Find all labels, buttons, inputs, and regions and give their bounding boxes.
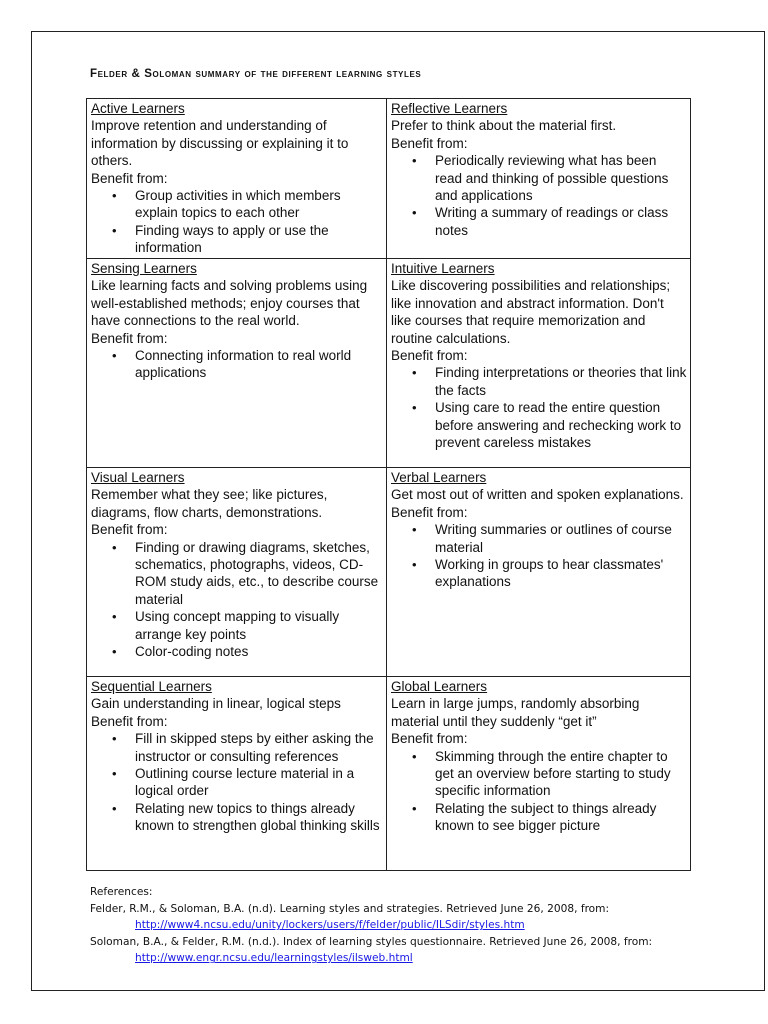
reference-link[interactable]: http://www4.ncsu.edu/unity/lockers/users/f/felder/public/ILSdir/styles.htm <box>135 919 525 932</box>
cell-description: Improve retention and understanding of information by discussing or explaining it to others. <box>91 118 349 169</box>
cell-heading: Intuitive Learners <box>391 261 495 276</box>
cell-heading: Sensing Learners <box>91 261 197 276</box>
cell-heading: Reflective Learners <box>391 101 508 116</box>
benefit-list <box>391 364 687 451</box>
cell-heading: Active Learners <box>91 101 185 116</box>
cell-description: Gain understanding in linear, logical steps <box>91 696 341 712</box>
reference-citation: Felder, R.M., & Soloman, B.A. (n.d). Learning styles and strategies. Retrieved June 26, 2008, from: <box>90 902 610 915</box>
reference-2 <box>90 934 730 967</box>
benefit-list <box>391 152 687 239</box>
cell-description: Remember what they see; like pictures, diagrams, flow charts, demonstrations. <box>91 487 328 520</box>
cell-description: Like learning facts and solving problems using well-established methods; enjoy courses that have connections to the real world. <box>91 278 368 329</box>
cell-reflective-learners <box>387 99 691 259</box>
cell-description: Get most out of written and spoken explanations. <box>391 487 684 503</box>
benefit-label: Benefit from: <box>391 348 468 364</box>
reference-citation: Soloman, B.A., & Felder, R.M. (n.d.). Index of learning styles questionnaire. Retrieved June 26, 2008, from: <box>90 935 653 948</box>
cell-description: Prefer to think about the material first. <box>391 118 617 134</box>
list-item: • Connecting information to real world applications <box>135 347 383 382</box>
list-item: • Skimming through the entire chapter to get an overview before starting to study specific information <box>435 748 687 800</box>
list-item: • Writing a summary of readings or class notes <box>435 204 687 239</box>
list-item: • Relating new topics to things already known to strengthen global thinking skills <box>135 800 383 835</box>
cell-sensing-learners <box>87 259 387 468</box>
list-item: • Finding interpretations or theories that link the facts <box>435 364 687 399</box>
list-item: • Outlining course lecture material in a logical order <box>135 765 383 800</box>
benefit-label: Benefit from: <box>391 135 468 151</box>
list-item: • Finding or drawing diagrams, sketches, schematics, photographs, videos, CD-ROM study aids, etc., to describe course material <box>135 539 383 609</box>
cell-sequential-learners <box>87 677 387 871</box>
benefit-list <box>91 539 383 661</box>
cell-description: Like discovering possibilities and relationships; like innovation and abstract information. Don't like courses that require memorization and routine calculations. <box>391 278 671 346</box>
cell-intuitive-learners <box>387 259 691 468</box>
learning-styles-table <box>86 98 691 871</box>
cell-active-learners <box>87 99 387 259</box>
benefit-list <box>391 521 687 591</box>
cell-global-learners <box>387 677 691 871</box>
document-title: Felder & Soloman summary of the different learning styles <box>90 68 422 80</box>
benefit-label: Benefit from: <box>91 170 168 186</box>
benefit-label: Benefit from: <box>391 731 468 747</box>
benefit-label: Benefit from: <box>91 522 168 538</box>
cell-description: Learn in large jumps, randomly absorbing material until they suddenly “get it” <box>391 696 640 729</box>
benefit-list <box>91 730 383 834</box>
cell-heading: Verbal Learners <box>391 470 487 485</box>
list-item: • Using concept mapping to visually arrange key points <box>135 608 383 643</box>
list-item: • Working in groups to hear classmates' explanations <box>435 556 687 591</box>
benefit-list <box>91 347 383 382</box>
cell-verbal-learners <box>387 468 691 677</box>
cell-visual-learners <box>87 468 387 677</box>
benefit-label: Benefit from: <box>391 504 468 520</box>
benefit-label: Benefit from: <box>91 713 168 729</box>
cell-heading: Sequential Learners <box>91 679 212 694</box>
references-label: References: <box>90 886 153 898</box>
list-item: • Relating the subject to things already known to see bigger picture <box>435 800 687 835</box>
list-item: • Using care to read the entire question before answering and rechecking work to prevent careless mistakes <box>435 399 687 451</box>
references-section <box>90 884 730 967</box>
list-item: • Periodically reviewing what has been read and thinking of possible questions and applications <box>435 152 687 204</box>
cell-heading: Visual Learners <box>91 470 185 485</box>
list-item: • Group activities in which members explain topics to each other <box>135 187 383 222</box>
benefit-list <box>91 187 383 257</box>
benefit-list <box>391 748 687 835</box>
list-item: • Finding ways to apply or use the information <box>135 222 383 257</box>
reference-1 <box>90 901 730 934</box>
list-item: • Writing summaries or outlines of course material <box>435 521 687 556</box>
list-item: • Color-coding notes <box>135 643 383 660</box>
list-item: • Fill in skipped steps by either asking the instructor or consulting references <box>135 730 383 765</box>
benefit-label: Benefit from: <box>91 330 168 346</box>
cell-heading: Global Learners <box>391 679 488 694</box>
reference-link[interactable]: http://www.engr.ncsu.edu/learningstyles/ilsweb.html <box>135 952 413 965</box>
